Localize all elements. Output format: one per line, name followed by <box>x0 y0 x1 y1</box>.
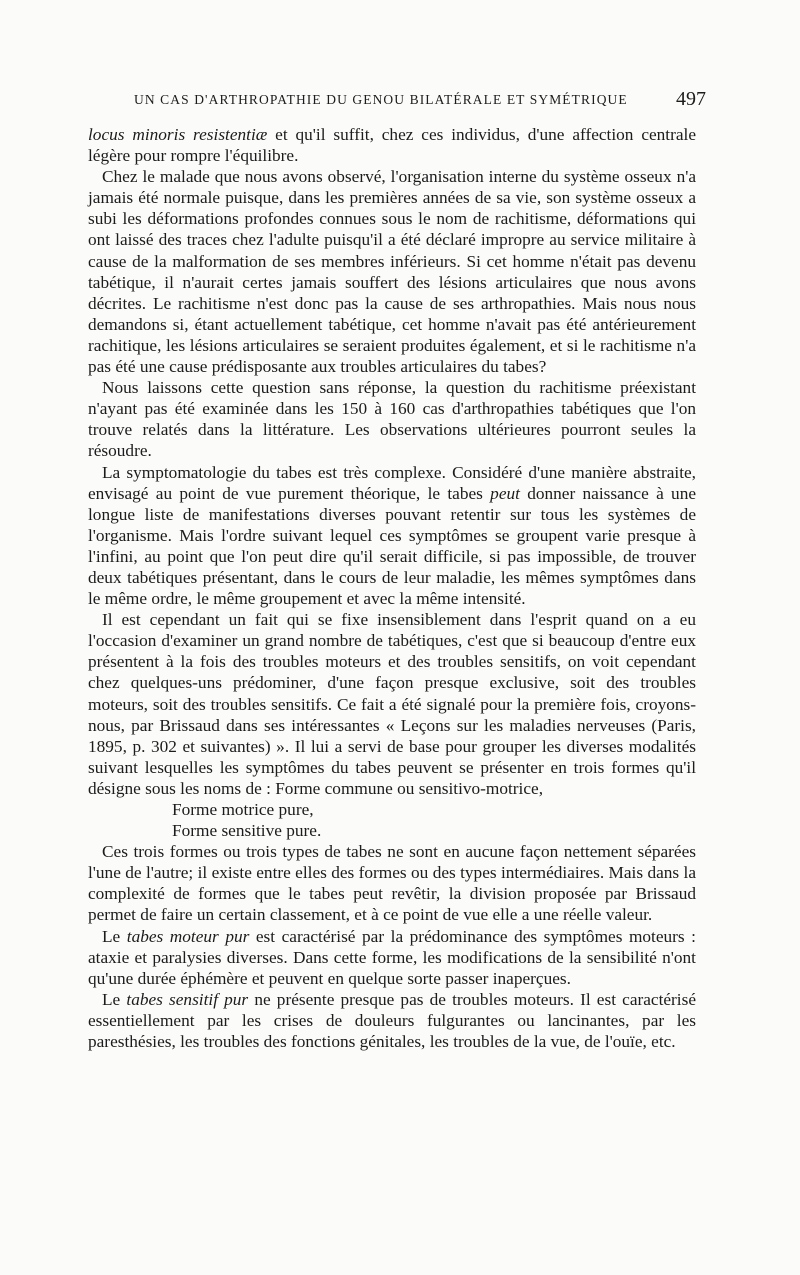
paragraph-1 <box>88 124 696 166</box>
page-number: 497 <box>676 88 706 110</box>
italic-peut: peut <box>490 483 520 503</box>
paragraph-5: Il est cependant un fait qui se fixe insensiblement dans l'esprit quand on a eu l'occasion d'examiner un grand nombre de tabétiques, c'est que si beaucoup d'entre eux présentent à la fois des troubles moteurs et des troubles sensitifs, on voit cependant chez quelques-uns prédominer, d'une façon presque exclusive, soit des troubles moteurs, soit des troubles sensitifs. Ce fait a été signalé pour la première fois, croyons-nous, par Brissaud dans ses intéressantes « Leçons sur les maladies nerveuses (Paris, 1895, p. 302 et suivantes) ». Il lui a servi de base pour grouper les diverses modalités suivant lesquelles les symptômes du tabes peuvent se présenter en trois formes qu'il désigne sous les noms de : Forme commune ou sensitivo-motrice, <box>88 610 696 798</box>
paragraph-7 <box>88 926 696 989</box>
latin-phrase: locus minoris resistentiæ <box>88 125 268 144</box>
paragraph-8 <box>88 989 696 1052</box>
forms-list <box>88 799 696 841</box>
paragraph-1-text: et qu'il suffit, chez ces individus, d'une affection centrale légère pour rompre l'équilibre. <box>88 125 696 166</box>
form-motrice: Forme motrice pure, <box>172 800 314 819</box>
paragraph-4 <box>88 462 696 610</box>
paragraph-7-after: est caractérisé par la prédominance des symptômes moteurs : ataxie et paralysies diverses. Dans cette forme, les modifications de la sensibilité n'ont qu'une durée éphémère et peuvent en quelque sorte passer inaperçues. <box>88 926 696 988</box>
paragraph-4-after: donner naissance à une longue liste de manifestations diverses pouvant retentir sur tous les systèmes de l'organisme. Mais l'ordre suivant lequel ces symptômes se groupent varie presque à l'infini, au point que l'on peut dire qu'il serait difficile, si pas impossible, de trouver deux tabétiques présentant, dans le cours de leur maladie, les mêmes symptômes dans le même ordre, le même groupement et avec la même intensité. <box>88 483 696 609</box>
italic-tabes-sensitif: tabes sensitif pur <box>126 989 249 1009</box>
paragraph-6: Ces trois formes ou trois types de tabes ne sont en aucune façon nettement séparées l'une de l'autre; il existe entre elles des formes ou des types intermédiaires. Mais dans la complexité de formes que le tabes peut revêtir, la division proposée par Brissaud permet de faire un certain classement, et à ce point de vue elle a une réelle valeur. <box>88 842 696 925</box>
paragraph-3: Nous laissons cette question sans réponse, la question du rachitisme préexistant n'ayant pas été examinée dans les 150 à 160 cas d'arthropathies tabétiques que l'on trouve relatés dans la littérature. Les observations ultérieures pourront seules la résoudre. <box>88 378 696 461</box>
form-sensitive: Forme sensitive pure. <box>172 821 322 841</box>
paragraph-8-before: Le <box>102 989 127 1009</box>
paragraph-4-before: La symptomatologie du tabes est très complexe. Considéré d'une manière abstraite, envisagé au point de vue purement théorique, le tabes <box>88 462 696 503</box>
body-text <box>88 124 696 1052</box>
italic-tabes-moteur: tabes moteur pur <box>126 926 250 946</box>
running-title: UN CAS D'ARTHROPATHIE DU GENOU BILATÉRALE ET SYMÉTRIQUE <box>134 92 628 107</box>
paragraph-8-after: ne présente presque pas de troubles moteurs. Il est caractérisé essentiellement par les crises de douleurs fulgurantes ou lancinantes, par les paresthésies, les troubles des fonctions génitales, les troubles de la vue, de l'ouïe, etc. <box>88 989 697 1052</box>
paragraph-7-before: Le <box>102 926 127 946</box>
page-header <box>102 88 706 112</box>
paragraph-2: Chez le malade que nous avons observé, l'organisation interne du système osseux n'a jamais été normale puisque, dans les premières années de sa vie, son système osseux a subi les déformations profondes connues sous le nom de rachitisme, déformations qui ont laissé des traces chez l'adulte puisqu'il a été déclaré impropre au service militaire à cause de la malformation de ses membres inférieurs. Si cet homme n'était pas devenu tabétique, il n'aurait certes jamais souffert des lésions articulaires que nous avons décrites. Le rachitisme n'est donc pas la cause de ses arthropathies. Mais nous nous demandons si, étant actuellement tabétique, cet homme n'avait pas été antérieurement rachitique, les lésions articulaires se seraient produites également, et si le rachitisme n'a pas été une cause prédisposante aux troubles articulaires du tabes? <box>88 167 696 377</box>
